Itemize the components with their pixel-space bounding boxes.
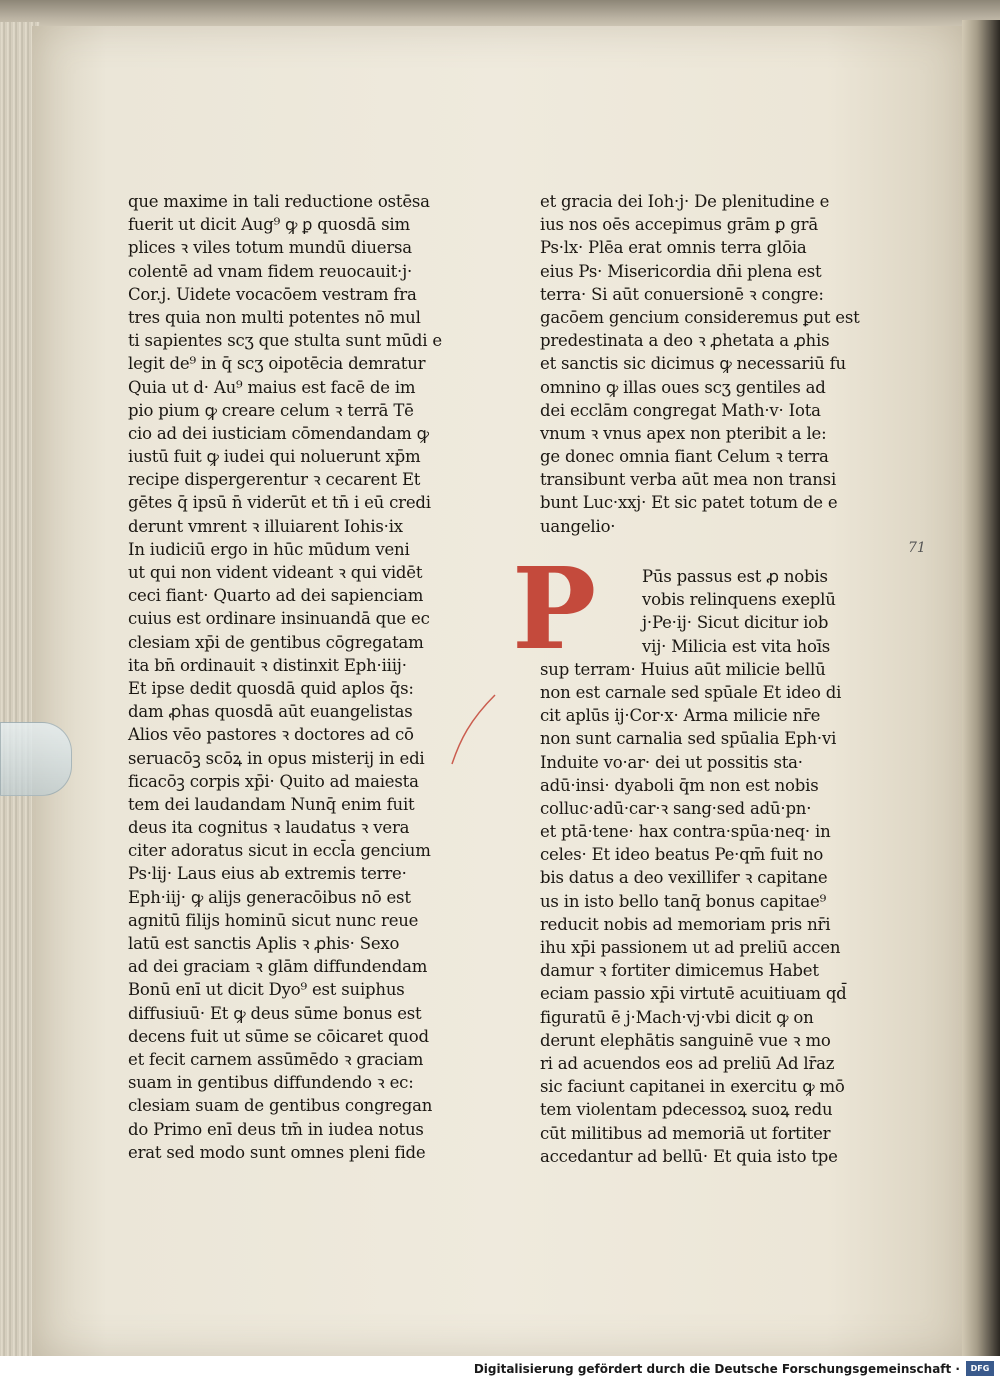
text-line: fuerit ut dicit Aug⁹ ꝙ ꝑ quosdā sim <box>128 215 410 235</box>
text-line: eius Ps· Misericordia dn̄i plena est <box>540 261 822 281</box>
text-line: dam ꝓhas quosdā aūt euangelistas <box>128 702 413 722</box>
text-line: cit aplūs ij·Cor·x· Arma milicie nr̄e <box>540 706 821 726</box>
text-line: dei ecclām congregat Math·v· Iota <box>540 400 821 420</box>
text-line: erat sed modo sunt omnes pleni fide <box>128 1142 426 1162</box>
text-line: derunt elephātis sanguinē vue ꝛ mo <box>540 1030 831 1050</box>
text-line: reducit nobis ad memoriam pris nr̄i <box>540 914 831 934</box>
text-line: ge donec omnia fiant Celum ꝛ terra <box>540 447 829 467</box>
text-line: adū·insi· dyaboli q̄m non est nobis <box>540 775 819 795</box>
text-line: us in isto bello tanq̄ bonus capitae⁹ <box>540 891 827 911</box>
text-line: vobis relinquens exeplū <box>642 590 836 610</box>
text-line: cūt militibus ad memoriā ut fortiter <box>540 1123 831 1143</box>
text-line: eciam passio xp̄i virtutē acuitiuam qd̄ <box>540 984 847 1004</box>
text-line: suam in gentibus diffundendo ꝛ ec: <box>128 1073 414 1093</box>
text-line: vij· Milicia est vita hoīs <box>642 636 831 656</box>
text-line: Bonū enī ut dicit Dyo⁹ est suiphus <box>128 980 405 1000</box>
text-line: ut qui non vident videant ꝛ qui vidēt <box>128 563 423 582</box>
text-line: cio ad dei iusticiam cōmendandam ꝙ <box>128 423 429 443</box>
text-line: plices ꝛ viles totum mundū diuersa <box>128 238 412 258</box>
text-line: gacōem gencium consideremus ꝑut est <box>540 307 860 327</box>
text-line: terra· Si aūt conuersionē ꝛ congre: <box>540 284 824 304</box>
text-line: iustū fuit ꝙ iudei qui noluerunt xp̄m <box>128 447 421 467</box>
text-line: derunt vmrent ꝛ illuiarent Iohis·ix <box>128 516 403 536</box>
book-gutter-right <box>962 20 1000 1360</box>
footer-credit: Digitalisierung gefördert durch die Deutsche Forschungsgemeinschaft · <box>473 1362 960 1376</box>
text-line: ius nos oēs accepimus grām ꝑ grā <box>540 215 818 235</box>
text-line: recipe dispergerentur ꝛ cecarent Et <box>128 470 421 490</box>
text-line: damur ꝛ fortiter dimicemus Habet <box>540 961 819 981</box>
text-line: gētes q̄ ipsū n̄ viderūt et tn̄ i eū credi <box>128 493 431 513</box>
text-line: et gracia dei Ioh·j· De plenitudine e <box>540 192 830 211</box>
text-line: Quia ut d· Au⁹ maius est facē de im <box>128 377 416 397</box>
text-line: non est carnale sed spūale Et ideo di <box>540 682 842 702</box>
text-line: pio pium ꝙ creare celum ꝛ terrā Tē <box>128 400 414 420</box>
text-line: In iudiciū ergo in hūc mūdum veni <box>128 539 410 559</box>
text-line: legit de⁹ in q̄ scʒ oipotēcia demratur <box>128 354 426 374</box>
text-line: omnino ꝙ illas oues scʒ gentiles ad <box>540 377 826 397</box>
text-line: non sunt carnalia sed spūalia Eph·vi <box>540 729 837 749</box>
text-line: Alios vēo pastores ꝛ doctores ad cō <box>128 725 414 745</box>
text-line: que maxime in tali reductione ostēsa <box>128 192 430 211</box>
text-line: Pūs passus est ꝓ nobis <box>642 567 828 586</box>
text-line: Ps·lx· Plēa erat omnis terra glōia <box>540 238 807 258</box>
text-line: diffusiuū· Et ꝙ deus sūme bonus est <box>128 1003 422 1023</box>
text-line: ri ad acuendos eos ad preliū Ad lr̄az <box>540 1053 835 1073</box>
text-line: figuratū ē j·Mach·vj·vbi dicit ꝙ on <box>540 1007 814 1027</box>
text-line: ficacōꝫ corpis xp̄i· Quito ad maiesta <box>128 771 419 791</box>
text-line: tres quia non multi potentes nō mul <box>128 307 421 327</box>
text-line: ita bn̄ ordinauit ꝛ distinxit Eph·iiij· <box>128 655 407 675</box>
text-line: ceci fiant· Quarto ad dei sapienciam <box>128 586 424 606</box>
text-line: Et ipse dedit quosdā quid aplos q̄s: <box>128 678 414 698</box>
text-line: ad dei graciam ꝛ glām diffundendam <box>128 957 428 977</box>
text-column-left <box>128 190 463 1164</box>
margin-note: 71 <box>908 540 926 556</box>
text-line: agnitū filijs hominū sicut nunc reue <box>128 910 419 930</box>
text-line: j·Pe·ij· Sicut dicitur iob <box>642 613 829 633</box>
dfg-logo: DFG <box>966 1361 994 1376</box>
text-line: Ps·lij· Laus eius ab extremis terre· <box>128 864 407 884</box>
text-line: colluc·adū·car·ꝛ sang·sed adū·pn· <box>540 798 812 818</box>
page-clip <box>0 722 72 796</box>
text-line: predestinata a deo ꝛ ꝓhetata a ꝓhis <box>540 331 830 351</box>
text-line: deus ita cognitus ꝛ laudatus ꝛ vera <box>128 818 410 838</box>
text-line: clesiam xp̄i de gentibus cōgregatam <box>128 632 424 652</box>
text-line: bis datus a deo vexillifer ꝛ capitane <box>540 868 828 888</box>
text-line: bunt Luc·xxj· Et sic patet totum de e <box>540 493 838 513</box>
text-line: transibunt verba aūt mea non transi <box>540 470 837 490</box>
text-line: clesiam suam de gentibus congregan <box>128 1096 433 1116</box>
text-line: celes· Et ideo beatus Pe·qm̄ fuit no <box>540 845 824 865</box>
text-line: tem violentam pdecessoꝝ suoꝝ redu <box>540 1100 833 1120</box>
text-line: colentē ad vnam fidem reuocauit·j· <box>128 261 413 281</box>
text-line: ti sapientes scʒ que stulta sunt mūdi e <box>128 331 442 351</box>
text-line: accedantur ad bellū· Et quia isto tpe <box>540 1146 838 1166</box>
text-line: cuius est ordinare insinuandā que ec <box>128 609 430 629</box>
text-line: latū est sanctis Aplis ꝛ ꝓhis· Sexo <box>128 934 400 953</box>
text-line: sup terram· Huius aūt milicie bellū <box>540 659 826 679</box>
text-line: tem dei laudandam Nunq̄ enim fuit <box>128 794 415 814</box>
text-line: uangelio· <box>540 516 616 536</box>
text-line: vnum ꝛ vnus apex non pteribit a le: <box>540 423 827 443</box>
text-line: decens fuit ut sūme se cōicaret quod <box>128 1026 429 1046</box>
initial-letter: P <box>512 544 597 675</box>
text-line: citer adoratus sicut in eccl̄a gencium <box>128 841 431 861</box>
text-line: et ptā·tene· hax contra·spūa·neq· in <box>540 822 831 842</box>
book-top-edge <box>0 0 1000 28</box>
text-line: ihu xp̄i passionem ut ad preliū accen <box>540 938 841 957</box>
text-line: et fecit carnem assūmēdo ꝛ graciam <box>128 1049 424 1069</box>
text-column-right-top <box>540 190 875 538</box>
text-line: et sanctis sic dicimus ꝙ necessariū fu <box>540 354 846 374</box>
text-line: Cor.j. Uidete vocacōem vestram fra <box>128 284 417 304</box>
text-line: seruacōꝫ scōꝝ in opus misterij in edi <box>128 748 425 768</box>
text-line: sic faciunt capitanei in exercitu ꝙ mō <box>540 1077 845 1097</box>
rubric-stroke <box>450 690 530 770</box>
text-line: do Primo enī deus tm̄ in iudea notus <box>128 1119 424 1139</box>
text-line: Eph·iij· ꝙ alijs generacōibus nō est <box>128 887 411 907</box>
text-line: Induite vo·ar· dei ut possitis sta· <box>540 752 803 772</box>
text-column-right-bottom <box>540 565 875 1168</box>
